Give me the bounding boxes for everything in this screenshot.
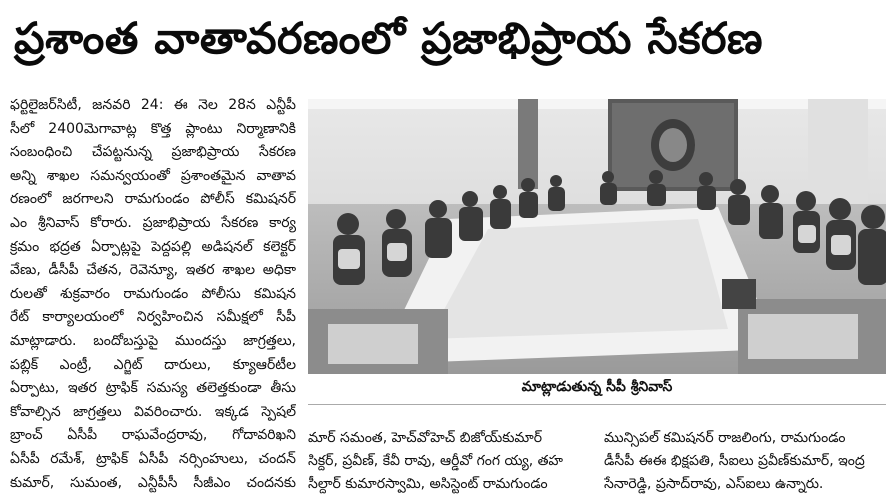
body-line: వేణు, డీసీపీ చేతన, రెవెన్యూ, ఇతర శాఖల అధికా: [10, 262, 296, 279]
meeting-room-illustration: [308, 99, 886, 374]
headline: ప్రశాంత వాతావరణంలో ప్రజాభిప్రాయ సేకరణ: [14, 14, 764, 64]
body-line: రేట్ కార్యాలయంలో నిర్వహించిన సమీక్షలో సీపీ: [10, 309, 296, 326]
article-body-col2: [308, 427, 586, 496]
article-body-left: [10, 94, 296, 495]
headline-block: [0, 0, 892, 84]
body-line: సీల్దార్ కుమారస్వామి, అసిస్టెంట్ రామగుండం: [308, 476, 548, 492]
body-line: డీసీపీ ఈఈ భిక్షపతి, సీఐలు ప్రవీణ్‌కుమార్, ఇంద్ర: [604, 453, 865, 469]
body-line: సిక్దర్, ప్రవీణ్, కేవీ రావు, ఆర్డీవో గంగ య్య, తహ: [308, 453, 563, 469]
body-line: ఎం శ్రీనివాస్ కోరారు. ప్రజాభిప్రాయ సేకరణ కార్య: [10, 214, 296, 231]
laptop: [722, 279, 756, 309]
body-line: మున్సిపల్ కమిషనర్ రాజలింగు, రామగుండం: [604, 430, 846, 446]
body-line: రణంలో జరగాలని రామగుండం పోలీస్ కమిషనర్: [10, 191, 296, 208]
papers: [328, 324, 418, 364]
body-line: సంబంధించి చేపట్టనున్న ప్రజాభిప్రాయ సేకరణ: [10, 144, 296, 161]
body-line: కోవాల్సిన జాగ్రత్తలు వివరించారు. ఇక్కడ స్పెషల్: [10, 403, 296, 420]
photo-caption: మాట్లాడుతున్న సీపీ శ్రీనివాస్: [521, 379, 673, 395]
body-line: ఫర్టిలైజర్‌సిటీ, జనవరి 24: ఈ నెల 28న ఎన్టీపీ: [10, 97, 296, 113]
caption-divider: [308, 404, 886, 405]
body-line: బ్రాంచ్ ఏసీపీ రాఘవేంద్రరావు, గోదావరిఖని: [10, 427, 296, 444]
body-line: రులతో శుక్రవారం రామగుండం పోలీసు కమిషన: [10, 285, 296, 302]
body-line: సేనారెడ్డి, ప్రసాద్‌రావు, ఎస్ఐలు ఉన్నారు.: [604, 476, 824, 492]
body-line: పబ్లిక్ ఎంట్రీ, ఎగ్జిట్ దారులు, క్యూఆర్‌టీల: [10, 356, 296, 373]
body-line: సీలో 2400మెగావాట్ల కొత్త ప్లాంటు నిర్మాణానికి: [10, 120, 296, 137]
meeting-photo: [308, 99, 886, 374]
article-body-col3: [604, 427, 886, 496]
body-line: మాట్లాడారు. బందోబస్తుపై ముందస్తు జాగ్రత్తలు,: [10, 332, 296, 349]
body-line: ఏర్పాటు, ఇతర ట్రాఫిక్ సమస్య తలెత్తకుండా తీసు: [10, 380, 296, 397]
body-line: కుమార్, సుమంత, ఎన్టీపీసీ సీజీఎం చందనకు: [10, 474, 296, 491]
body-line: మార్ సమంత, హెచ్‌వోహెచ్ బిజోయ్‌కుమార్: [308, 430, 543, 446]
body-line: అన్ని శాఖల సమన్వయంతో ప్రశాంతమైన వాతావ: [10, 167, 296, 184]
body-line: క్రమం భద్రత ఏర్పాట్లపై పెద్దపల్లి అడిషనల్ కలెక్టర్: [10, 238, 296, 255]
body-line: ఏసీపీ రమేశ్, ట్రాఫిక్ ఏసీపీ నర్సింహులు, చందన్: [10, 450, 296, 467]
